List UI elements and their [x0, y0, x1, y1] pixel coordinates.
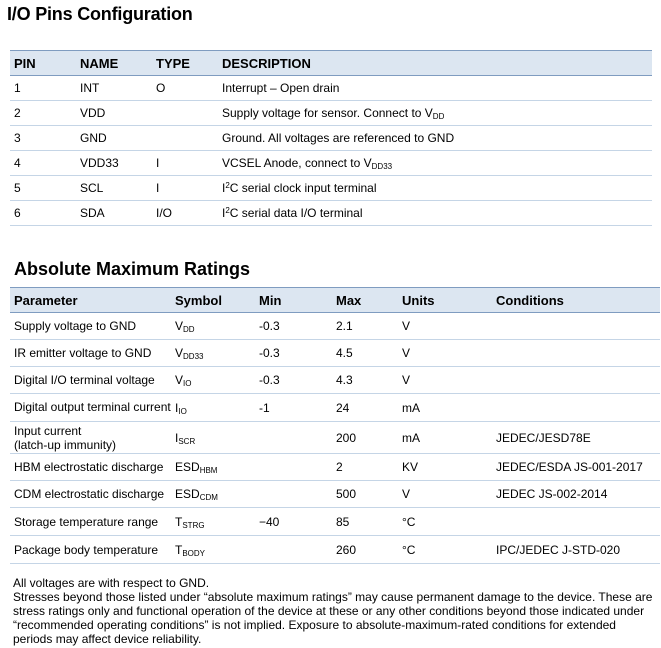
rating-conditions	[492, 340, 660, 367]
symbol-main: V	[175, 373, 184, 387]
rating-units: °C	[398, 508, 492, 536]
amr-title: Absolute Maximum Ratings	[14, 259, 251, 279]
table-row	[10, 151, 652, 176]
symbol-main: ESD	[175, 460, 200, 474]
rating-parameter: Input current (latch-up immunity)	[10, 422, 171, 454]
rating-min	[255, 536, 332, 564]
rating-parameter: Package body temperature	[10, 536, 171, 564]
symbol-subscript: BODY	[182, 548, 206, 558]
symbol-main: V	[175, 319, 184, 333]
symbol-subscript: STRG	[182, 520, 205, 530]
rating-parameter: IR emitter voltage to GND	[10, 340, 171, 367]
rating-symbol	[171, 481, 255, 508]
pin-name: GND	[76, 126, 152, 151]
pin-type: O	[152, 76, 218, 101]
desc-text: C serial clock input terminal	[229, 181, 377, 195]
rating-symbol	[171, 454, 255, 481]
ratings-header-min: Min	[255, 288, 332, 313]
pin-description	[218, 76, 652, 101]
io-pins-table	[10, 50, 652, 226]
symbol-subscript: IO	[183, 379, 192, 388]
table-row	[10, 313, 660, 340]
rating-max: 2.1	[332, 313, 398, 340]
pin-description	[218, 101, 652, 126]
rating-min: -0.3	[255, 340, 332, 367]
ratings-table	[10, 287, 660, 564]
rating-max: 85	[332, 508, 398, 536]
rating-units: V	[398, 367, 492, 394]
pin-type	[152, 101, 218, 126]
rating-units: °C	[398, 536, 492, 564]
pin-name: INT	[76, 76, 152, 101]
rating-max: 200	[332, 422, 398, 454]
rating-conditions	[492, 313, 660, 340]
pin-number: 4	[10, 151, 76, 176]
desc-text: Interrupt – Open drain	[222, 81, 340, 95]
rating-max: 4.3	[332, 367, 398, 394]
symbol-subscript: SCR	[178, 436, 196, 446]
rating-parameter: Supply voltage to GND	[10, 313, 171, 340]
rating-parameter: HBM electrostatic discharge	[10, 454, 171, 481]
rating-conditions: JEDEC JS-002-2014	[492, 481, 660, 508]
desc-text: Supply voltage for sensor. Connect to V	[222, 106, 433, 120]
table-row	[10, 340, 660, 367]
footnote-stress: Stresses beyond those listed under “absolute maximum ratings” may cause permanent damage to the device. These are stress ratings only and functional operation of the device at these or any other conditions beyond those indicated under “recommended operating conditions” is not implied. Exposure to absolute-maximum-rated conditions for extended periods may affect device reliability.	[13, 590, 653, 646]
rating-conditions: JEDEC/JESD78E	[492, 422, 660, 454]
rating-parameter: Storage temperature range	[10, 508, 171, 536]
rating-max: 2	[332, 454, 398, 481]
rating-symbol	[171, 422, 255, 454]
rating-parameter: Digital I/O terminal voltage	[10, 367, 171, 394]
rating-min	[255, 454, 332, 481]
ratings-header-max: Max	[332, 288, 398, 313]
pin-description	[218, 126, 652, 151]
rating-units: V	[398, 340, 492, 367]
desc-subscript: DD33	[371, 162, 393, 171]
rating-min	[255, 422, 332, 454]
rating-max: 4.5	[332, 340, 398, 367]
table-row	[10, 126, 652, 151]
symbol-main: I	[175, 430, 179, 445]
rating-units: mA	[398, 394, 492, 422]
symbol-main: T	[175, 514, 183, 529]
footnotes	[13, 576, 658, 646]
pin-description	[218, 201, 652, 226]
rating-symbol	[171, 394, 255, 422]
pin-type	[152, 126, 218, 151]
table-row	[10, 454, 660, 481]
desc-superscript: 2	[225, 206, 230, 215]
pin-description	[218, 151, 652, 176]
desc-prefix: I	[222, 206, 226, 220]
pin-type: I	[152, 176, 218, 201]
pin-name: SDA	[76, 201, 152, 226]
rating-symbol	[171, 313, 255, 340]
ratings-header-conditions: Conditions	[492, 288, 660, 313]
pin-name: VDD	[76, 101, 152, 126]
symbol-subscript: DD	[183, 325, 195, 334]
desc-text: Ground. All voltages are referenced to GND	[222, 131, 455, 145]
pins-header-row	[10, 51, 652, 76]
table-row	[10, 536, 660, 564]
rating-parameter: CDM electrostatic discharge	[10, 481, 171, 508]
ratings-header-row	[10, 288, 660, 313]
pin-number: 3	[10, 126, 76, 151]
rating-symbol	[171, 508, 255, 536]
rating-units: mA	[398, 422, 492, 454]
table-row	[10, 394, 660, 422]
table-row	[10, 508, 660, 536]
rating-units: V	[398, 481, 492, 508]
desc-text: VCSEL Anode, connect to V	[222, 156, 372, 170]
pin-number: 1	[10, 76, 76, 101]
table-row	[10, 481, 660, 508]
pin-number: 2	[10, 101, 76, 126]
rating-conditions: IPC/JEDEC J-STD-020	[492, 536, 660, 564]
desc-superscript: 2	[225, 181, 230, 190]
rating-symbol	[171, 367, 255, 394]
rating-units: V	[398, 313, 492, 340]
symbol-subscript: DD33	[183, 352, 204, 361]
symbol-subscript: IO	[178, 406, 187, 416]
rating-min	[255, 481, 332, 508]
rating-min: -0.3	[255, 367, 332, 394]
pin-type: I	[152, 151, 218, 176]
pins-header-pin: PIN	[10, 51, 76, 76]
table-row	[10, 76, 652, 101]
pin-description	[218, 176, 652, 201]
rating-symbol	[171, 340, 255, 367]
rating-units: KV	[398, 454, 492, 481]
footnote-ground: All voltages are with respect to GND.	[13, 576, 210, 590]
rating-max: 24	[332, 394, 398, 422]
table-row	[10, 367, 660, 394]
rating-conditions	[492, 367, 660, 394]
symbol-main: V	[175, 346, 184, 360]
pin-name: SCL	[76, 176, 152, 201]
desc-prefix: I	[222, 181, 226, 195]
pins-header-type: TYPE	[152, 51, 218, 76]
rating-symbol	[171, 536, 255, 564]
io-pins-title: I/O Pins Configuration	[7, 4, 193, 24]
rating-conditions	[492, 508, 660, 536]
table-row	[10, 101, 652, 126]
pin-name: VDD33	[76, 151, 152, 176]
desc-subscript: DD	[432, 112, 445, 121]
rating-max: 500	[332, 481, 398, 508]
ratings-header-symbol: Symbol	[171, 288, 255, 313]
table-row	[10, 176, 652, 201]
rating-conditions	[492, 394, 660, 422]
pins-header-description: DESCRIPTION	[218, 51, 652, 76]
symbol-main: T	[175, 542, 183, 557]
ratings-header-parameter: Parameter	[10, 288, 171, 313]
desc-text: C serial data I/O terminal	[229, 206, 363, 220]
table-row	[10, 201, 652, 226]
rating-max: 260	[332, 536, 398, 564]
symbol-main: I	[175, 400, 179, 415]
table-row	[10, 422, 660, 454]
ratings-header-units: Units	[398, 288, 492, 313]
rating-parameter: Digital output terminal current	[10, 394, 171, 422]
pin-type: I/O	[152, 201, 218, 226]
rating-min: -1	[255, 394, 332, 422]
pin-number: 6	[10, 201, 76, 226]
pin-number: 5	[10, 176, 76, 201]
rating-min: -0.3	[255, 313, 332, 340]
symbol-subscript: CDM	[199, 493, 218, 502]
symbol-main: ESD	[175, 487, 200, 501]
rating-conditions: JEDEC/ESDA JS-001-2017	[492, 454, 660, 481]
symbol-subscript: HBM	[199, 466, 218, 475]
rating-min: −40	[255, 508, 332, 536]
pins-header-name: NAME	[76, 51, 152, 76]
